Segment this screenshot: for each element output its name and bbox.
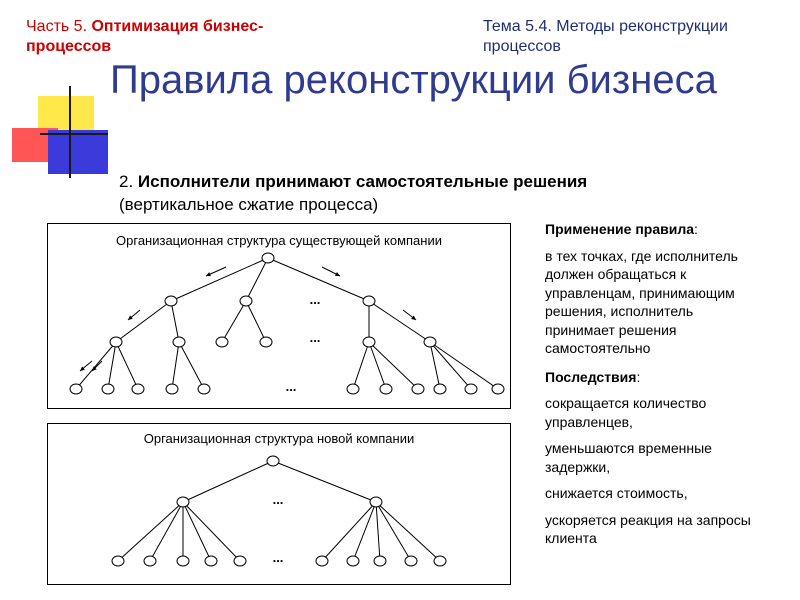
tree-node [110,337,122,347]
tree-node [234,556,246,566]
tree-node [434,556,446,566]
diagram-new-structure [47,423,511,585]
tree-node [434,384,446,394]
decor-blue-square [48,130,108,174]
tree-edge [179,342,204,389]
tree-node [177,556,189,566]
tree-node [347,384,359,394]
tree-node [205,556,217,566]
tree-node [424,337,436,347]
part-title: Оптимизация бизнес-процессов [26,18,264,55]
tree-edge [430,342,440,389]
tree-node [132,384,144,394]
tree-node [198,384,210,394]
ellipsis-text: ... [272,550,284,565]
tree-edge [430,342,498,389]
tree-node [380,384,392,394]
new-tree-graphic [48,424,510,584]
tree-node [267,456,279,466]
ellipsis-text: ... [309,292,321,307]
tree-edge [369,342,386,389]
tree-edge [116,301,171,342]
tree-node [112,556,124,566]
tree-edge [322,502,376,561]
application-text: в тех точках, где исполнитель должен обращаться к управленцам, принимающим решения, исполнитель принимает решения самостоятельно [545,247,738,356]
tree-node [370,497,382,507]
tree-edge [246,301,266,342]
part-prefix: Часть 5. [26,18,88,35]
tree-edge [171,258,268,301]
ellipsis-text: ... [309,330,321,345]
tree-edge [246,258,268,301]
tree-node [102,384,114,394]
tree-edge [273,461,376,502]
tree-edge [183,502,211,561]
tree-node [374,556,386,566]
rule-statement [119,170,739,216]
rule-text: Исполнители принимают самостоятельные решения [137,172,588,191]
tree-edge [76,342,116,389]
diagram-new-caption: Организационная структура новой компании [143,431,415,446]
consequences-heading: Последствия: [545,368,641,385]
tree-node [363,296,375,306]
tree-edge [222,301,246,342]
tree-edge [353,502,376,561]
tree-edge [369,301,430,342]
consequence-item: уменьшаются временные задержки, [545,440,712,475]
current-tree-graphic [48,224,510,408]
decor-horizontal-line [40,133,108,135]
tree-edge [183,461,273,502]
decor-vertical-line [69,86,71,178]
rule-number: 2. [119,172,134,191]
tree-node [363,337,375,347]
ellipsis-text: ... [272,492,284,507]
tree-edge [353,342,369,389]
rule-subtitle: (вертикальное сжатие процесса) [119,195,379,214]
diagram-current-structure [47,223,511,409]
tree-node [412,384,424,394]
tree-edge [376,502,411,561]
tree-node [70,384,82,394]
tree-edge [369,342,418,389]
tree-node [347,556,359,566]
tree-node [144,556,156,566]
tree-edge [116,342,138,389]
tree-node [465,384,477,394]
slide-title: Правила реконструкции бизнеса [110,58,717,102]
tree-node [492,384,504,394]
right-column [545,220,765,556]
tree-node [166,384,178,394]
tree-edge [183,502,240,561]
topic-label: Тема 5.4. Методы реконструкции процессов [483,18,728,55]
consequence-item: ускоряется реакция на запросы клиента [545,511,751,546]
tree-edge [108,342,116,389]
tree-node [165,296,177,306]
tree-edge [150,502,183,561]
tree-edge [376,502,380,561]
tree-node [216,337,228,347]
tree-node [262,253,274,263]
tree-node [316,556,328,566]
tree-node [177,497,189,507]
tree-node [173,337,185,347]
tree-edge [376,502,440,561]
tree-edge [172,342,179,389]
consequence-item: сокращается количество управленцев, [545,395,707,430]
tree-node [240,296,252,306]
tree-node [405,556,417,566]
application-heading: Применение правила: [545,221,698,237]
tree-node [260,337,272,347]
part-label [26,17,326,57]
tree-edge [118,502,183,561]
tree-edge [171,301,179,342]
consequence-item: снижается стоимость, [545,485,688,501]
ellipsis-text: ... [285,379,297,394]
diagram-current-caption: Организационная структура существующей компании [116,233,442,248]
